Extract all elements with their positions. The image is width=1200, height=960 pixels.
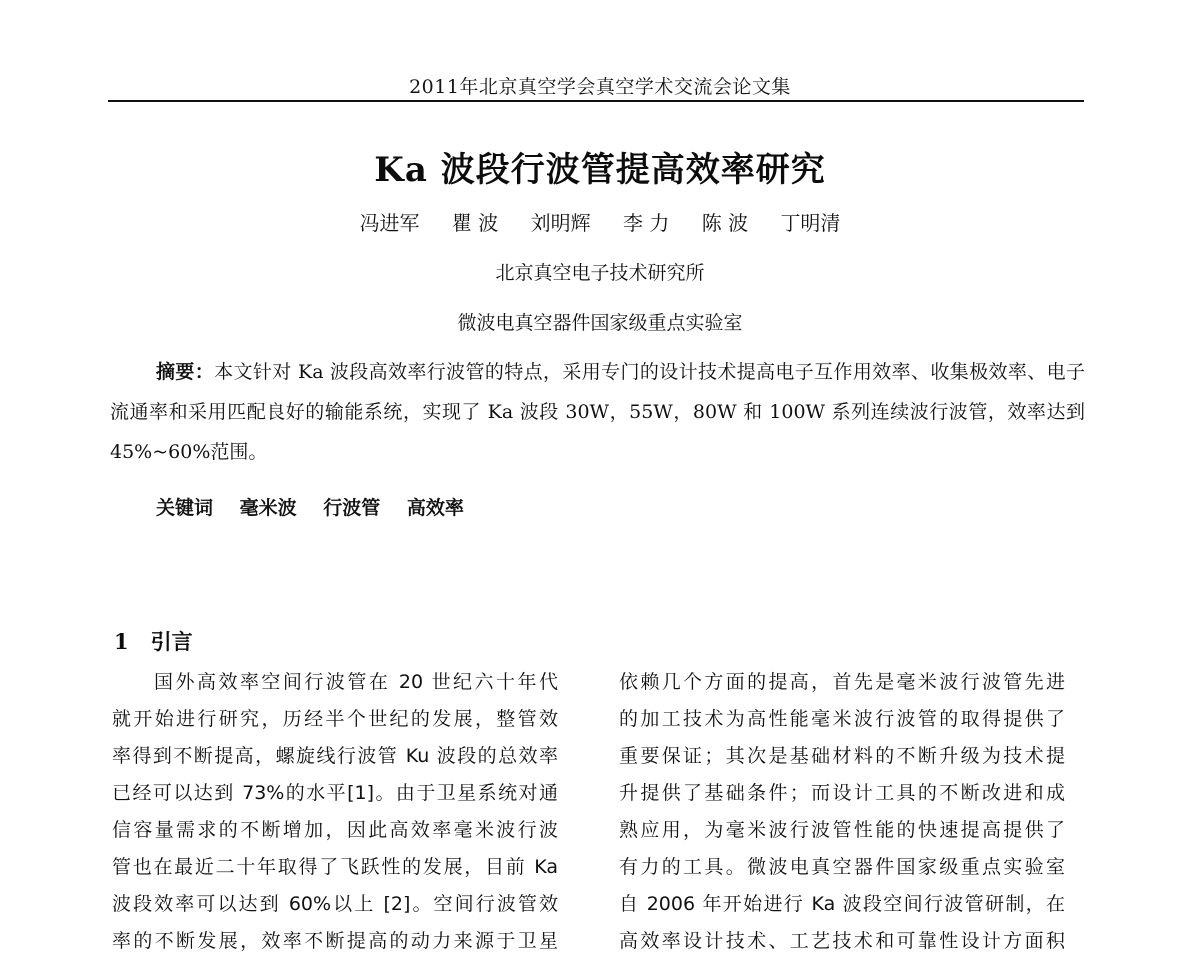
running-header: 2011年北京真空学会真空学术交流会论文集 [409, 76, 791, 98]
author: 陈 波 [701, 211, 749, 235]
author: 瞿 波 [451, 211, 499, 235]
affiliation: 北京真空电子技术研究所 [495, 262, 705, 284]
keyword: 行波管 [323, 497, 381, 519]
text-line: 国外高效率空间行波管在 20 世纪六十年代 [154, 671, 558, 693]
keyword: 毫米波 [239, 497, 297, 519]
keywords-label: 关键词 [156, 497, 214, 519]
text-line: 有力的工具。微波电真空器件国家级重点实验室 [619, 856, 1065, 878]
text-line: 自 2006 年开始进行 Ka 波段空间行波管研制，在 [619, 893, 1065, 915]
text-line: 重要保证；其次是基础材料的不断升级为技术提 [619, 745, 1065, 767]
text-line: 就开始进行研究，历经半个世纪的发展，整管效 [112, 708, 558, 730]
author: 李 力 [623, 211, 670, 235]
abstract-label: 摘要： [156, 361, 215, 383]
abstract [110, 352, 1085, 472]
text-line: 率得到不断提高，螺旋线行波管 Ku 波段的总效率 [112, 745, 558, 767]
abstract-text: 本文针对 Ka 波段高效率行波管的特点，采用专门的设计技术提高电子互作用效率、收集极效率、电子流通率和采用匹配良好的输能系统，实现了 Ka 波段 30W，55W，80W 和 100W 系列连续波行波管，效率达到 45%~60%范围。 [110, 361, 1085, 463]
section-number: 1 [114, 629, 129, 654]
text-line: 率的不断发展，效率不断提高的动力来源于卫星 [112, 930, 558, 952]
text-line: 依赖几个方面的提高，首先是毫米波行波管先进 [619, 671, 1065, 693]
author-list [0, 207, 1200, 236]
text-line: 已经可以达到 73%的水平[1]。由于卫星系统对通 [112, 782, 558, 804]
section-title: 引言 [150, 629, 193, 654]
author: 丁明清 [780, 211, 841, 235]
text-line: 高效率设计技术、工艺技术和可靠性设计方面积 [619, 930, 1065, 952]
affiliation: 微波电真空器件国家级重点实验室 [457, 312, 743, 334]
text-line: 信容量需求的不断增加，因此高效率毫米波行波 [112, 819, 558, 841]
text-line: 的加工技术为高性能毫米波行波管的取得提供了 [619, 708, 1065, 730]
paper-title: Ka 波段行波管提高效率研究 [374, 150, 826, 190]
keyword: 高效率 [406, 497, 464, 519]
text-line: 波段效率可以达到 60%以上 [2]。空间行波管效 [112, 893, 558, 915]
author: 刘明辉 [530, 211, 591, 235]
section-heading [114, 626, 193, 656]
keywords [156, 493, 484, 520]
author: 冯进军 [359, 211, 420, 235]
body-column-right [619, 664, 1065, 960]
text-line: 管也在最近二十年取得了飞跃性的发展，目前 Ka [112, 856, 558, 878]
body-column-left [112, 664, 558, 960]
header-rule [108, 100, 1084, 102]
text-line: 熟应用，为毫米波行波管性能的快速提高提供了 [619, 819, 1065, 841]
text-line: 升提供了基础条件；而设计工具的不断改进和成 [619, 782, 1065, 804]
